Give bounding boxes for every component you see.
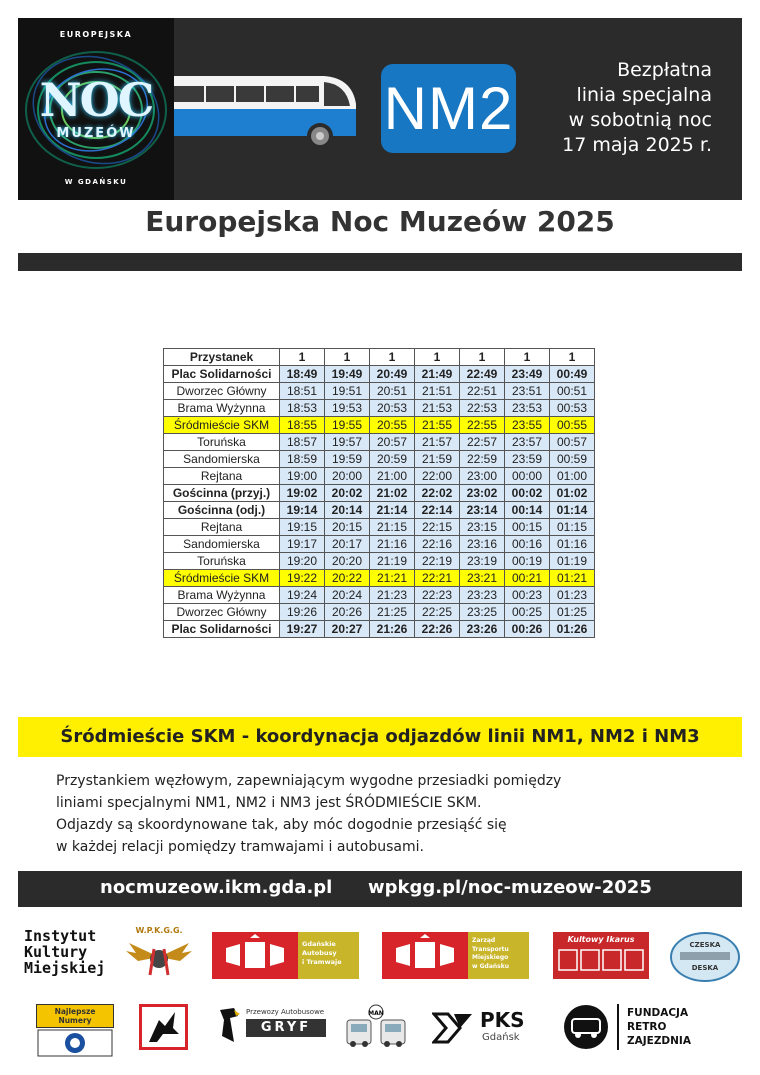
gryf-top-text: Przewozy Autobusowe	[246, 1008, 325, 1016]
departure-time: 19:22	[280, 570, 325, 587]
departure-time: 20:26	[325, 604, 370, 621]
tram-icon	[680, 952, 730, 960]
departure-time: 20:20	[325, 553, 370, 570]
logo-noc-text: NOC	[39, 73, 153, 127]
departure-time: 20:49	[370, 366, 415, 383]
line-badge: NM2	[381, 64, 516, 153]
departure-time: 22:25	[415, 604, 460, 621]
departure-time: 19:24	[280, 587, 325, 604]
timetable-row	[164, 383, 595, 400]
departure-time: 00:26	[505, 621, 550, 638]
departure-time: 00:55	[550, 417, 595, 434]
najlepsze-text: Najlepsze Numery	[36, 1004, 114, 1028]
ikm-logo	[24, 927, 106, 980]
header-stop: Przystanek	[164, 349, 280, 366]
departure-time: 22:15	[415, 519, 460, 536]
departure-time: 18:57	[280, 434, 325, 451]
description-line: liniami specjalnymi NM1, NM2 i NM3 jest ŚRÓDMIEŚCIE SKM.	[56, 795, 482, 811]
ztm-line: Miejskiego	[472, 954, 509, 961]
timetable-row	[164, 587, 595, 604]
link-wpkgg[interactable]: wpkgg.pl/noc-muzeow-2025	[368, 877, 652, 898]
departure-time: 22:21	[415, 570, 460, 587]
timetable-row	[164, 400, 595, 417]
departure-time: 21:19	[370, 553, 415, 570]
departure-time: 21:26	[370, 621, 415, 638]
gait-line: Autobusy	[302, 949, 337, 957]
description-line: Przystankiem węzłowym, zapewniającym wygodne przesiadki pomiędzy	[56, 773, 562, 789]
departure-time: 20:57	[370, 434, 415, 451]
header-run: 1	[415, 349, 460, 366]
stop-name: Toruńska	[164, 553, 280, 570]
czeska-line: DESKA	[691, 964, 719, 972]
header-run: 1	[370, 349, 415, 366]
gait-logo	[212, 932, 359, 979]
ztm-line: Zarząd	[472, 937, 496, 944]
timetable-row	[164, 553, 595, 570]
wpkgg-logo	[124, 926, 194, 982]
departure-time: 23:00	[460, 468, 505, 485]
ztm-line: w Gdańsku	[472, 962, 510, 970]
departure-time: 19:17	[280, 536, 325, 553]
departure-time: 00:15	[505, 519, 550, 536]
departure-time: 00:49	[550, 366, 595, 383]
ztm-logo	[382, 932, 529, 979]
departure-time: 23:55	[505, 417, 550, 434]
departure-time: 00:00	[505, 468, 550, 485]
ztm-crest-block	[382, 932, 468, 979]
departure-time: 18:55	[280, 417, 325, 434]
departure-time: 23:23	[460, 587, 505, 604]
departure-time: 00:21	[505, 570, 550, 587]
stop-name: Sandomierska	[164, 536, 280, 553]
departure-time: 23:14	[460, 502, 505, 519]
departure-time: 21:55	[415, 417, 460, 434]
departure-time: 19:02	[280, 485, 325, 502]
stop-name: Brama Wyżynna	[164, 400, 280, 417]
departure-time: 20:02	[325, 485, 370, 502]
departure-time: 23:25	[460, 604, 505, 621]
departure-time: 23:19	[460, 553, 505, 570]
links-bar	[18, 871, 742, 907]
noc-muzeow-logo	[18, 18, 174, 200]
header-info	[530, 58, 712, 158]
departure-time: 00:16	[505, 536, 550, 553]
svg-text:MAN: MAN	[368, 1010, 384, 1017]
departure-time: 20:15	[325, 519, 370, 536]
departure-time: 01:21	[550, 570, 595, 587]
gdansk-crest-icon	[212, 932, 298, 979]
departure-time: 19:27	[280, 621, 325, 638]
wpkgg-text: W.P.K.G.G.	[135, 926, 183, 935]
departure-time: 21:02	[370, 485, 415, 502]
departure-time: 20:27	[325, 621, 370, 638]
departure-time: 21:14	[370, 502, 415, 519]
stop-name: Plac Solidarności	[164, 366, 280, 383]
page-title: Europejska Noc Muzeów 2025	[145, 205, 615, 238]
departure-time: 18:59	[280, 451, 325, 468]
departure-time: 20:55	[370, 417, 415, 434]
departure-time: 22:23	[415, 587, 460, 604]
departure-time: 20:53	[370, 400, 415, 417]
departure-time: 22:26	[415, 621, 460, 638]
departure-time: 21:16	[370, 536, 415, 553]
departure-time: 00:02	[505, 485, 550, 502]
czeska-line: CZESKA	[689, 941, 721, 949]
stop-name: Gościnna (odj.)	[164, 502, 280, 519]
bus-illustration	[174, 70, 362, 152]
stop-name: Dworzec Główny	[164, 383, 280, 400]
gait-line: Gdańskie	[302, 940, 336, 948]
pks-sub-text: Gdańsk	[482, 1032, 520, 1043]
timetable-row	[164, 366, 595, 383]
stop-name: Śródmieście SKM	[164, 570, 280, 587]
departure-time: 22:14	[415, 502, 460, 519]
header-info-line: Bezpłatna	[617, 59, 712, 81]
departure-time: 22:00	[415, 468, 460, 485]
departure-time: 23:49	[505, 366, 550, 383]
departure-time: 18:51	[280, 383, 325, 400]
departure-time: 22:02	[415, 485, 460, 502]
griffin-logo	[139, 1004, 188, 1050]
header-run: 1	[325, 349, 370, 366]
description-line: w każdej relacji pomiędzy tramwajami i autobusami.	[56, 839, 424, 855]
departure-time: 00:25	[505, 604, 550, 621]
departure-time: 00:23	[505, 587, 550, 604]
timetable	[163, 348, 595, 638]
gryf-bird-icon	[216, 1006, 242, 1046]
departure-time: 21:51	[415, 383, 460, 400]
departure-time: 21:21	[370, 570, 415, 587]
pks-symbol-icon	[432, 1010, 474, 1044]
ztm-line: Transportu	[472, 945, 509, 953]
fundacja-line: ZAJEZDNIA	[627, 1035, 691, 1047]
departure-time: 01:26	[550, 621, 595, 638]
fundacja-text	[627, 1006, 691, 1048]
coordination-description	[56, 770, 616, 858]
bus-fronts-icon	[553, 944, 649, 974]
pks-gdansk-logo	[432, 1008, 532, 1046]
header-run: 1	[505, 349, 550, 366]
kultowy-ikarus-logo	[553, 932, 649, 979]
pks-text: PKS	[480, 1008, 525, 1032]
departure-time: 19:55	[325, 417, 370, 434]
stop-name: Plac Solidarności	[164, 621, 280, 638]
stop-name: Rejtana	[164, 519, 280, 536]
departure-time: 21:00	[370, 468, 415, 485]
logo-bottom-text: W GDAŃSKU	[64, 178, 128, 186]
departure-time: 22:49	[460, 366, 505, 383]
timetable-row	[164, 604, 595, 621]
timetable-row	[164, 519, 595, 536]
departure-time: 21:49	[415, 366, 460, 383]
logo-muzeow-text: MUZEÓW	[56, 126, 136, 141]
header-run: 1	[280, 349, 325, 366]
ikm-line: Instytut	[24, 927, 97, 945]
timetable-header-row	[164, 349, 595, 366]
departure-time: 22:53	[460, 400, 505, 417]
departure-time: 19:49	[325, 366, 370, 383]
departure-time: 01:25	[550, 604, 595, 621]
departure-time: 00:59	[550, 451, 595, 468]
departure-time: 22:19	[415, 553, 460, 570]
gdansk-crest-icon	[382, 932, 468, 979]
stop-name: Toruńska	[164, 434, 280, 451]
departure-time: 22:57	[460, 434, 505, 451]
departure-time: 22:51	[460, 383, 505, 400]
coordination-heading: Śródmieście SKM - koordynacja odjazdów linii NM1, NM2 i NM3	[60, 726, 700, 747]
man-buses-logo	[343, 1004, 409, 1050]
divider-bar	[18, 253, 742, 271]
gryf-logo	[216, 1004, 326, 1048]
griffin-icon	[139, 1004, 188, 1050]
departure-time: 01:15	[550, 519, 595, 536]
departure-time: 19:15	[280, 519, 325, 536]
departure-time: 00:51	[550, 383, 595, 400]
departure-time: 01:19	[550, 553, 595, 570]
link-nocmuzeow[interactable]: nocmuzeow.ikm.gda.pl	[100, 877, 333, 898]
timetable-row	[164, 485, 595, 502]
fundacja-line: FUNDACJA	[627, 1007, 689, 1019]
departure-time: 18:49	[280, 366, 325, 383]
departure-time: 21:23	[370, 587, 415, 604]
departure-time: 01:02	[550, 485, 595, 502]
departure-time: 19:51	[325, 383, 370, 400]
departure-time: 19:14	[280, 502, 325, 519]
departure-time: 23:26	[460, 621, 505, 638]
fundacja-divider	[617, 1004, 619, 1050]
gait-text	[302, 940, 342, 967]
retro-bus-circle-icon	[563, 1004, 609, 1050]
departure-time: 00:14	[505, 502, 550, 519]
departure-time: 19:26	[280, 604, 325, 621]
stop-name: Śródmieście SKM	[164, 417, 280, 434]
description-line: Odjazdy są skoordynowane tak, aby móc dogodnie przesiąść się	[56, 817, 507, 833]
departure-time: 01:14	[550, 502, 595, 519]
departure-time: 01:00	[550, 468, 595, 485]
header-info-line: w sobotnią noc	[568, 109, 712, 131]
najlepsze-numery-logo	[36, 1004, 114, 1050]
departure-time: 20:14	[325, 502, 370, 519]
departure-time: 22:16	[415, 536, 460, 553]
departure-time: 21:53	[415, 400, 460, 417]
timetable-row	[164, 570, 595, 587]
departure-time: 19:57	[325, 434, 370, 451]
timetable-row	[164, 502, 595, 519]
header-info-line: 17 maja 2025 r.	[562, 134, 712, 156]
stop-name: Sandomierska	[164, 451, 280, 468]
gait-crest-block	[212, 932, 298, 979]
departure-time: 01:23	[550, 587, 595, 604]
winged-wheel-icon	[124, 935, 194, 979]
stop-name: Rejtana	[164, 468, 280, 485]
departure-time: 18:53	[280, 400, 325, 417]
departure-time: 23:16	[460, 536, 505, 553]
header-info-line: linia specjalna	[576, 84, 712, 106]
ikm-line: Kultury	[24, 943, 88, 961]
departure-time: 19:59	[325, 451, 370, 468]
departure-time: 22:59	[460, 451, 505, 468]
departure-time: 00:53	[550, 400, 595, 417]
departure-time: 19:00	[280, 468, 325, 485]
gryf-text: GRYF	[246, 1019, 326, 1037]
gait-line: i Tramwaje	[302, 958, 342, 966]
departure-time: 20:24	[325, 587, 370, 604]
stop-name: Dworzec Główny	[164, 604, 280, 621]
header-run: 1	[460, 349, 505, 366]
departure-time: 20:59	[370, 451, 415, 468]
departure-time: 23:51	[505, 383, 550, 400]
logo-top-text: EUROPEJSKA	[59, 30, 133, 39]
timetable-row	[164, 417, 595, 434]
departure-time: 21:25	[370, 604, 415, 621]
departure-time: 00:57	[550, 434, 595, 451]
timetable-row	[164, 468, 595, 485]
departure-time: 19:53	[325, 400, 370, 417]
departure-time: 21:15	[370, 519, 415, 536]
header-run: 1	[550, 349, 595, 366]
departure-time: 21:57	[415, 434, 460, 451]
departure-time: 23:53	[505, 400, 550, 417]
fundacja-retro-zajezdnia-logo	[563, 1004, 713, 1050]
timetable-row	[164, 536, 595, 553]
departure-time: 23:57	[505, 434, 550, 451]
departure-time: 19:20	[280, 553, 325, 570]
kultowy-text: Kultowy Ikarus	[567, 935, 635, 944]
departure-time: 20:51	[370, 383, 415, 400]
departure-time: 23:15	[460, 519, 505, 536]
departure-time: 23:21	[460, 570, 505, 587]
ikm-line: Miejskiej	[24, 959, 106, 977]
coordination-banner	[18, 717, 742, 757]
timetable-row	[164, 451, 595, 468]
departure-time: 22:55	[460, 417, 505, 434]
departure-time: 01:16	[550, 536, 595, 553]
departure-time: 00:19	[505, 553, 550, 570]
fundacja-line: RETRO	[627, 1021, 667, 1033]
departure-time: 21:59	[415, 451, 460, 468]
departure-time: 20:22	[325, 570, 370, 587]
numbers-plate-icon	[36, 1028, 114, 1058]
ztm-text	[472, 937, 509, 971]
departure-time: 23:59	[505, 451, 550, 468]
timetable-row	[164, 434, 595, 451]
departure-time: 23:02	[460, 485, 505, 502]
departure-time: 20:17	[325, 536, 370, 553]
stop-name: Gościnna (przyj.)	[164, 485, 280, 502]
czeska-deska-logo	[670, 932, 740, 982]
departure-time: 20:00	[325, 468, 370, 485]
timetable-row	[164, 621, 595, 638]
stop-name: Brama Wyżynna	[164, 587, 280, 604]
